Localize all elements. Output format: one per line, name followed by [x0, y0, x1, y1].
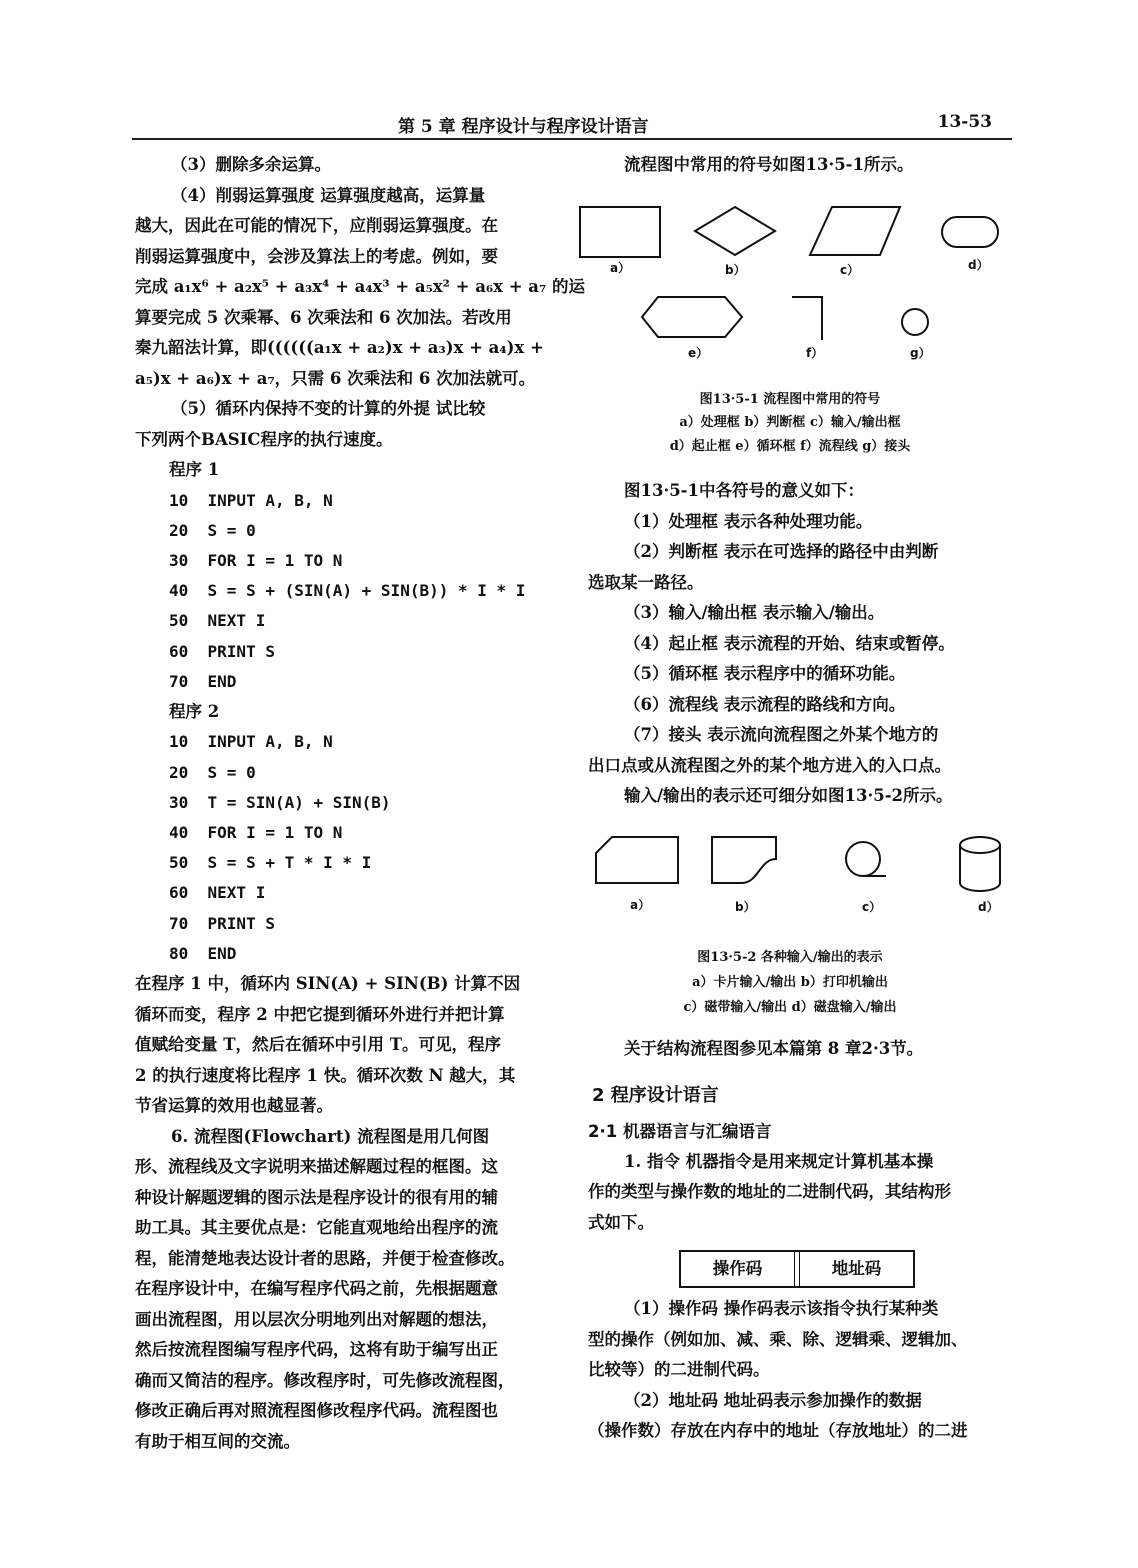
code-line: 50 NEXT I [169, 611, 266, 631]
paragraph-line: 值赋给变量 T，然后在循环中引用 T。可见，程序 [135, 1035, 502, 1055]
fig2-label-a: a） [630, 898, 651, 912]
paragraph-line: 型的操作（例如加、减、乘、除、逻辑乘、逻辑加、 [588, 1329, 968, 1349]
magnetic-disk-symbol [960, 845, 1000, 891]
paragraph-line: 关于结构流程图参见本篇第 8 章2·3节。 [624, 1039, 924, 1058]
paragraph-line: 程，能清楚地表达设计者的思路，并便于检查修改。 [135, 1248, 515, 1268]
fig1-label-e: e） [688, 346, 709, 360]
paragraph-line: 图13·5-1中各符号的意义如下： [624, 481, 865, 500]
paragraph-line: （4）削弱运算强度 运算强度越高，运算量 [171, 185, 486, 205]
paragraph-line: 修改正确后再对照流程图修改程序代码。流程图也 [135, 1401, 498, 1421]
code-line: 10 INPUT A, B, N [169, 732, 333, 752]
paragraph-line: （4）起止框 表示流程的开始、结束或暂停。 [624, 633, 955, 653]
code-line: 40 S = S + (SIN(A) + SIN(B)) * I * I [169, 581, 526, 601]
printer-output-symbol [712, 837, 776, 883]
fig2-caption-block [570, 946, 1010, 1020]
page-header [140, 112, 1010, 138]
paragraph-line: （6）流程线 表示流程的路线和方向。 [624, 694, 906, 714]
paragraph-line: 画出流程图，用以层次分明地列出对解题的想法， [135, 1309, 498, 1329]
paragraph-line: 算要完成 5 次乘幂、6 次乘法和 6 次加法。若改用 [135, 307, 512, 327]
subsection-heading: 2·1 机器语言与汇编语言 [588, 1121, 772, 1141]
paragraph-line: 削弱运算强度中，会涉及算法上的考虑。例如，要 [135, 246, 498, 266]
paragraph-line: 完成 a₁x⁶ + a₂x⁵ + a₃x⁴ + a₄x³ + a₅x² + a₆x + a₇ 的运 [135, 277, 585, 296]
punched-card-symbol [596, 837, 678, 883]
opcode-field: 操作码 [712, 1259, 763, 1278]
fig1-legend: a）处理框 b）判断框 c）输入/输出框 [679, 415, 901, 430]
fig2-legend: c）磁带输入/输出 d）磁盘输入/输出 [683, 1000, 897, 1015]
code-line: 10 INPUT A, B, N [169, 490, 333, 510]
instruction-format-box [679, 1250, 915, 1288]
code-line: 80 END [169, 943, 237, 963]
right-meanings [588, 476, 1008, 812]
fig1-legend: d）起止框 e）循环框 f）流程线 g）接头 [669, 439, 911, 454]
right-intro [588, 150, 1008, 181]
loop-hexagon-symbol [642, 297, 742, 337]
left-column [135, 150, 585, 1457]
paragraph-line: （2）判断框 表示在可选择的路径中由判断 [624, 542, 939, 561]
section-heading: 2 程序设计语言 [592, 1084, 719, 1106]
code-line: 20 S = 0 [169, 520, 256, 540]
paragraph-line: 越大，因此在可能的情况下，应削弱运算强度。在 [135, 216, 498, 235]
paragraph-line: 秦九韶法计算，即((((((a₁x + a₂)x + a₃)x + a₄)x + [135, 338, 544, 357]
connector-circle-symbol [902, 309, 928, 335]
paragraph-line: 在程序 1 中，循环内 SIN(A) + SIN(B) 计算不因 [135, 974, 521, 994]
paragraph-line: 作的类型与操作数的地址的二进制代码，其结构形 [588, 1182, 951, 1201]
code-line: 30 T = SIN(A) + SIN(B) [169, 792, 391, 812]
fig1-label-f: f） [806, 346, 824, 360]
paragraph-line: 然后按流程图编写程序代码，这将有助于编写出正 [135, 1340, 498, 1360]
paragraph-line: 种设计解题逻辑的图示法是程序设计的很有用的辅 [135, 1187, 498, 1207]
process-box-symbol [580, 207, 660, 257]
paragraph-line: （5）循环框 表示程序中的循环功能。 [624, 664, 906, 683]
paragraph-line: 1. 指令 机器指令是用来规定计算机基本操 [624, 1151, 934, 1171]
paragraph-line: （7）接头 表示流向流程图之外某个地方的 [624, 725, 939, 744]
fig2-label-d: d） [978, 900, 999, 914]
paragraph-line: （5）循环内保持不变的计算的外提 试比较 [171, 399, 486, 418]
paragraph-line: 形、流程线及文字说明来描述解题过程的框图。这 [135, 1157, 498, 1177]
fig1-label-c: c） [840, 263, 860, 277]
paragraph-line: （2）地址码 地址码表示参加操作的数据 [624, 1390, 922, 1410]
fig2-label-c: c） [862, 900, 882, 914]
paragraph-line: （1）处理框 表示各种处理功能。 [624, 511, 873, 531]
io-parallelogram-symbol [810, 207, 900, 255]
fig1-label-b: b） [725, 263, 746, 277]
paragraph-line: 2 的执行速度将比程序 1 快。循环次数 N 越大，其 [135, 1065, 516, 1085]
paragraph-line: （3）删除多余运算。 [171, 155, 331, 174]
fig1-label-a: a） [610, 261, 631, 275]
page-number: 13-53 [937, 112, 992, 132]
paragraph-line: 选取某一路径。 [588, 572, 704, 592]
paragraph-line: 助工具。其主要优点是：它能直观地给出程序的流 [135, 1218, 498, 1238]
fig2-label-b: b） [735, 900, 756, 914]
paragraph-line: 出口点或从流程图之外的某个地方进入的入口点。 [588, 755, 951, 775]
program-title: 程序 1 [169, 460, 220, 479]
right-instruction-text [588, 1294, 1008, 1447]
code-line: 70 END [169, 671, 237, 691]
right-section [588, 1034, 1008, 1238]
magnetic-tape-symbol [846, 842, 880, 876]
code-line: 60 PRINT S [169, 641, 275, 661]
paragraph-line: 输入/输出的表示还可细分如图13·5-2所示。 [624, 786, 953, 805]
header-rule [132, 138, 1012, 140]
fig1-label-g: g） [910, 346, 931, 360]
decision-diamond-symbol [695, 207, 775, 255]
flow-line-symbol [792, 297, 822, 340]
paragraph-line: （操作数）存放在内存中的地址（存放地址）的二进 [588, 1421, 968, 1440]
paragraph-line: 有助于相互间的交流。 [135, 1431, 300, 1451]
fig2-legend: a）卡片输入/输出 b）打印机输出 [692, 975, 888, 990]
code-line: 40 FOR I = 1 TO N [169, 823, 343, 843]
terminal-symbol [942, 217, 998, 247]
code-line: 70 PRINT S [169, 913, 275, 933]
paragraph-line: （3）输入/输出框 表示输入/输出。 [624, 603, 885, 622]
paragraph-line: 确而又简洁的程序。修改程序时，可先修改流程图， [135, 1370, 515, 1390]
code-line: 60 NEXT I [169, 883, 266, 903]
fig1-caption: 图13·5-1 流程图中常用的符号 [699, 392, 881, 407]
fig1-caption-block [570, 389, 1010, 459]
code-line: 30 FOR I = 1 TO N [169, 550, 343, 570]
code-line: 50 S = S + T * I * I [169, 853, 372, 873]
address-field: 地址码 [831, 1259, 882, 1278]
chapter-title: 第 5 章 程序设计与程序设计语言 [398, 117, 649, 137]
flowchart-symbols-figure [570, 195, 1010, 370]
paragraph-line: a₅)x + a₆)x + a₇，只需 6 次乘法和 6 次加法就可。 [135, 368, 536, 388]
paragraph-line: 6. 流程图(Flowchart) 流程图是用几何图 [171, 1126, 490, 1146]
fig2-caption: 图13·5-2 各种输入/输出的表示 [697, 950, 883, 965]
paragraph-line: 下列两个BASIC程序的执行速度。 [135, 429, 393, 449]
io-symbols-figure [580, 825, 1010, 925]
paragraph-line: 流程图中常用的符号如图13·5-1所示。 [624, 155, 914, 174]
paragraph-line: 式如下。 [588, 1212, 654, 1232]
fig1-label-d: d） [968, 258, 989, 272]
paragraph-line: 在程序设计中，在编写程序代码之前，先根据题意 [135, 1279, 498, 1299]
paragraph-line: （1）操作码 操作码表示该指令执行某种类 [624, 1299, 939, 1318]
code-line: 20 S = 0 [169, 762, 256, 782]
paragraph-line: 比较等）的二进制代码。 [588, 1360, 770, 1379]
program-title: 程序 2 [169, 701, 220, 721]
paragraph-line: 节省运算的效用也越显著。 [135, 1096, 333, 1116]
paragraph-line: 循环而变，程序 2 中把它提到循环外进行并把计算 [135, 1004, 505, 1024]
